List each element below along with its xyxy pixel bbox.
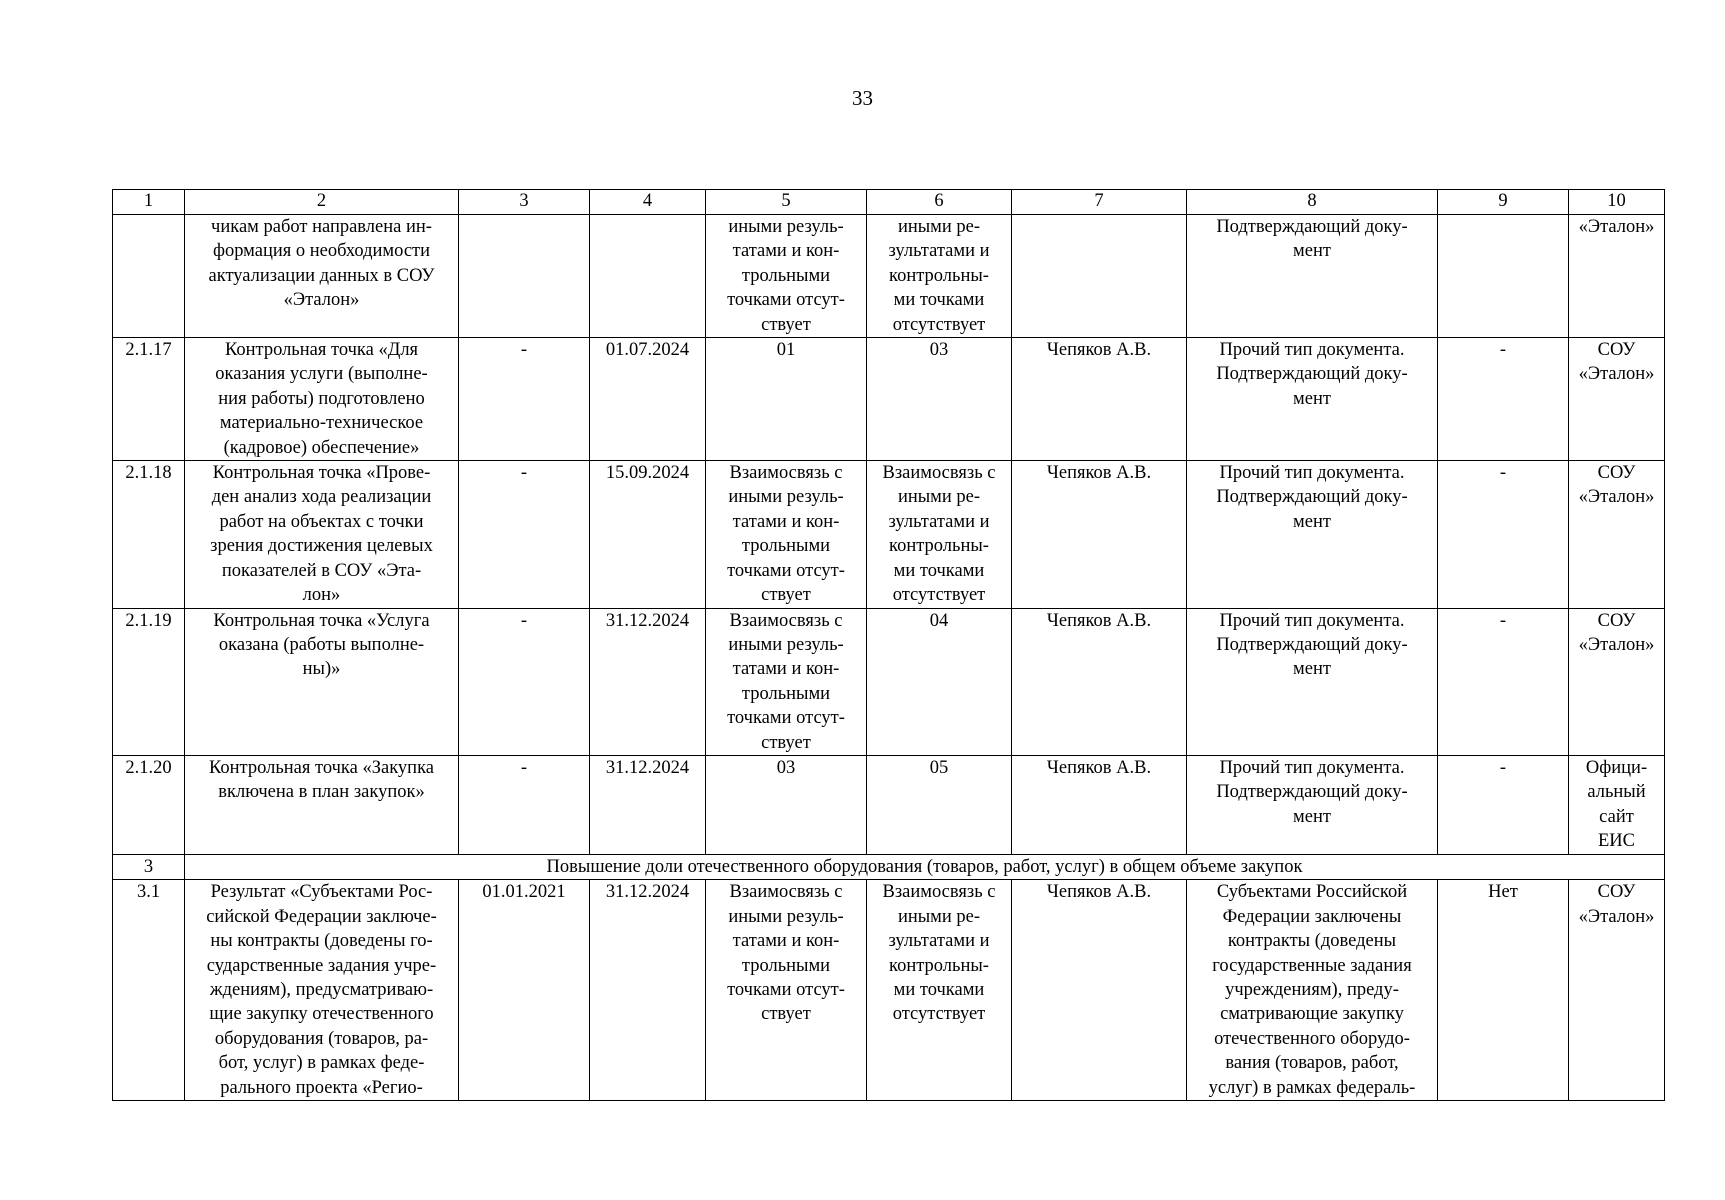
row-document-type: Подтверждающий доку- мент [1187, 215, 1438, 338]
column-header: 1 [113, 190, 185, 215]
table-row [113, 215, 1665, 338]
row-level [1438, 215, 1569, 338]
column-header: 2 [185, 190, 459, 215]
row-level: Нет [1438, 880, 1569, 1101]
column-header: 4 [590, 190, 706, 215]
row-responsible [1012, 215, 1187, 338]
row-successors: иными ре- зультатами и контрольны- ми точками отсутствует [867, 215, 1012, 338]
row-responsible: Чепяков А.В. [1012, 338, 1187, 461]
row-description: Контрольная точка «Услуга оказана (работы выполне- ны)» [185, 608, 459, 755]
row-document-type: Прочий тип документа. Подтверждающий доку- мент [1187, 755, 1438, 854]
row-responsible: Чепяков А.В. [1012, 461, 1187, 608]
column-header: 10 [1569, 190, 1665, 215]
column-header: 9 [1438, 190, 1569, 215]
column-header: 8 [1187, 190, 1438, 215]
row-info-system: СОУ «Эталон» [1569, 338, 1665, 461]
column-header: 3 [459, 190, 590, 215]
row-number: 2.1.18 [113, 461, 185, 608]
row-document-type: Прочий тип документа. Подтверждающий доку- мент [1187, 338, 1438, 461]
row-start-date: - [459, 755, 590, 854]
section-title: Повышение доли отечественного оборудования (товаров, работ, услуг) в общем объеме закупок [185, 854, 1665, 879]
column-header: 5 [706, 190, 867, 215]
row-end-date: 01.07.2024 [590, 338, 706, 461]
table-row [113, 755, 1665, 854]
row-successors: Взаимосвязь с иными ре- зультатами и контрольны- ми точками отсутствует [867, 880, 1012, 1101]
row-number: 2.1.20 [113, 755, 185, 854]
row-document-type: Субъектами Российской Федерации заключены контракты (доведены государственные задания учреждениям), преду- сматривающие закупку отечественного оборудо- вания (товаров, работ, услуг) в рамках федераль- [1187, 880, 1438, 1101]
row-end-date [590, 215, 706, 338]
row-successors: 05 [867, 755, 1012, 854]
row-end-date: 15.09.2024 [590, 461, 706, 608]
row-end-date: 31.12.2024 [590, 880, 706, 1101]
row-document-type: Прочий тип документа. Подтверждающий доку- мент [1187, 461, 1438, 608]
row-level: - [1438, 608, 1569, 755]
row-responsible: Чепяков А.В. [1012, 608, 1187, 755]
control-points-table [112, 189, 1665, 1101]
row-number: 2.1.19 [113, 608, 185, 755]
row-start-date [459, 215, 590, 338]
table-row [113, 880, 1665, 1101]
column-number-row [113, 190, 1665, 215]
row-number: 3.1 [113, 880, 185, 1101]
row-level: - [1438, 755, 1569, 854]
row-description: Результат «Субъектами Рос- сийской Федерации заключе- ны контракты (доведены го- сударственные задания учре- ждениям), предусматриваю- щие закупку отечественного оборудования (товаров, ра- бот, услуг) в рамках феде- рального проекта «Регио- [185, 880, 459, 1101]
row-description: Контрольная точка «Закупка включена в план закупок» [185, 755, 459, 854]
column-header: 6 [867, 190, 1012, 215]
row-level: - [1438, 461, 1569, 608]
row-description: Контрольная точка «Для оказания услуги (выполне- ния работы) подготовлено материально-техническое (кадровое) обеспечение» [185, 338, 459, 461]
row-successors: 03 [867, 338, 1012, 461]
row-start-date: - [459, 338, 590, 461]
row-info-system: СОУ «Эталон» [1569, 880, 1665, 1101]
section-number: 3 [113, 854, 185, 879]
row-successors: Взаимосвязь с иными ре- зультатами и контрольны- ми точками отсутствует [867, 461, 1012, 608]
row-start-date: - [459, 608, 590, 755]
row-successors: 04 [867, 608, 1012, 755]
row-description: чикам работ направлена ин- формация о необходимости актуализации данных в СОУ «Эталон» [185, 215, 459, 338]
row-description: Контрольная точка «Прове- ден анализ хода реализации работ на объектах с точки зрения достижения целевых показателей в СОУ «Эта- лон» [185, 461, 459, 608]
column-header: 7 [1012, 190, 1187, 215]
row-end-date: 31.12.2024 [590, 755, 706, 854]
row-info-system: СОУ «Эталон» [1569, 608, 1665, 755]
row-info-system: Офици- альный сайт ЕИС [1569, 755, 1665, 854]
section-row [113, 854, 1665, 879]
table-row [113, 461, 1665, 608]
row-info-system: СОУ «Эталон» [1569, 461, 1665, 608]
row-level: - [1438, 338, 1569, 461]
row-number [113, 215, 185, 338]
row-responsible: Чепяков А.В. [1012, 880, 1187, 1101]
table-row [113, 338, 1665, 461]
row-number: 2.1.17 [113, 338, 185, 461]
row-info-system: «Эталон» [1569, 215, 1665, 338]
row-predecessors: Взаимосвязь с иными резуль- татами и кон- трольными точками отсут- ствует [706, 608, 867, 755]
row-document-type: Прочий тип документа. Подтверждающий доку- мент [1187, 608, 1438, 755]
row-predecessors: Взаимосвязь с иными резуль- татами и кон- трольными точками отсут- ствует [706, 461, 867, 608]
page-number: 33 [852, 86, 873, 110]
row-predecessors: 01 [706, 338, 867, 461]
row-responsible: Чепяков А.В. [1012, 755, 1187, 854]
row-predecessors: 03 [706, 755, 867, 854]
row-end-date: 31.12.2024 [590, 608, 706, 755]
row-start-date: 01.01.2021 [459, 880, 590, 1101]
row-start-date: - [459, 461, 590, 608]
table-row [113, 608, 1665, 755]
row-predecessors: иными резуль- татами и кон- трольными точками отсут- ствует [706, 215, 867, 338]
row-predecessors: Взаимосвязь с иными резуль- татами и кон- трольными точками отсут- ствует [706, 880, 867, 1101]
